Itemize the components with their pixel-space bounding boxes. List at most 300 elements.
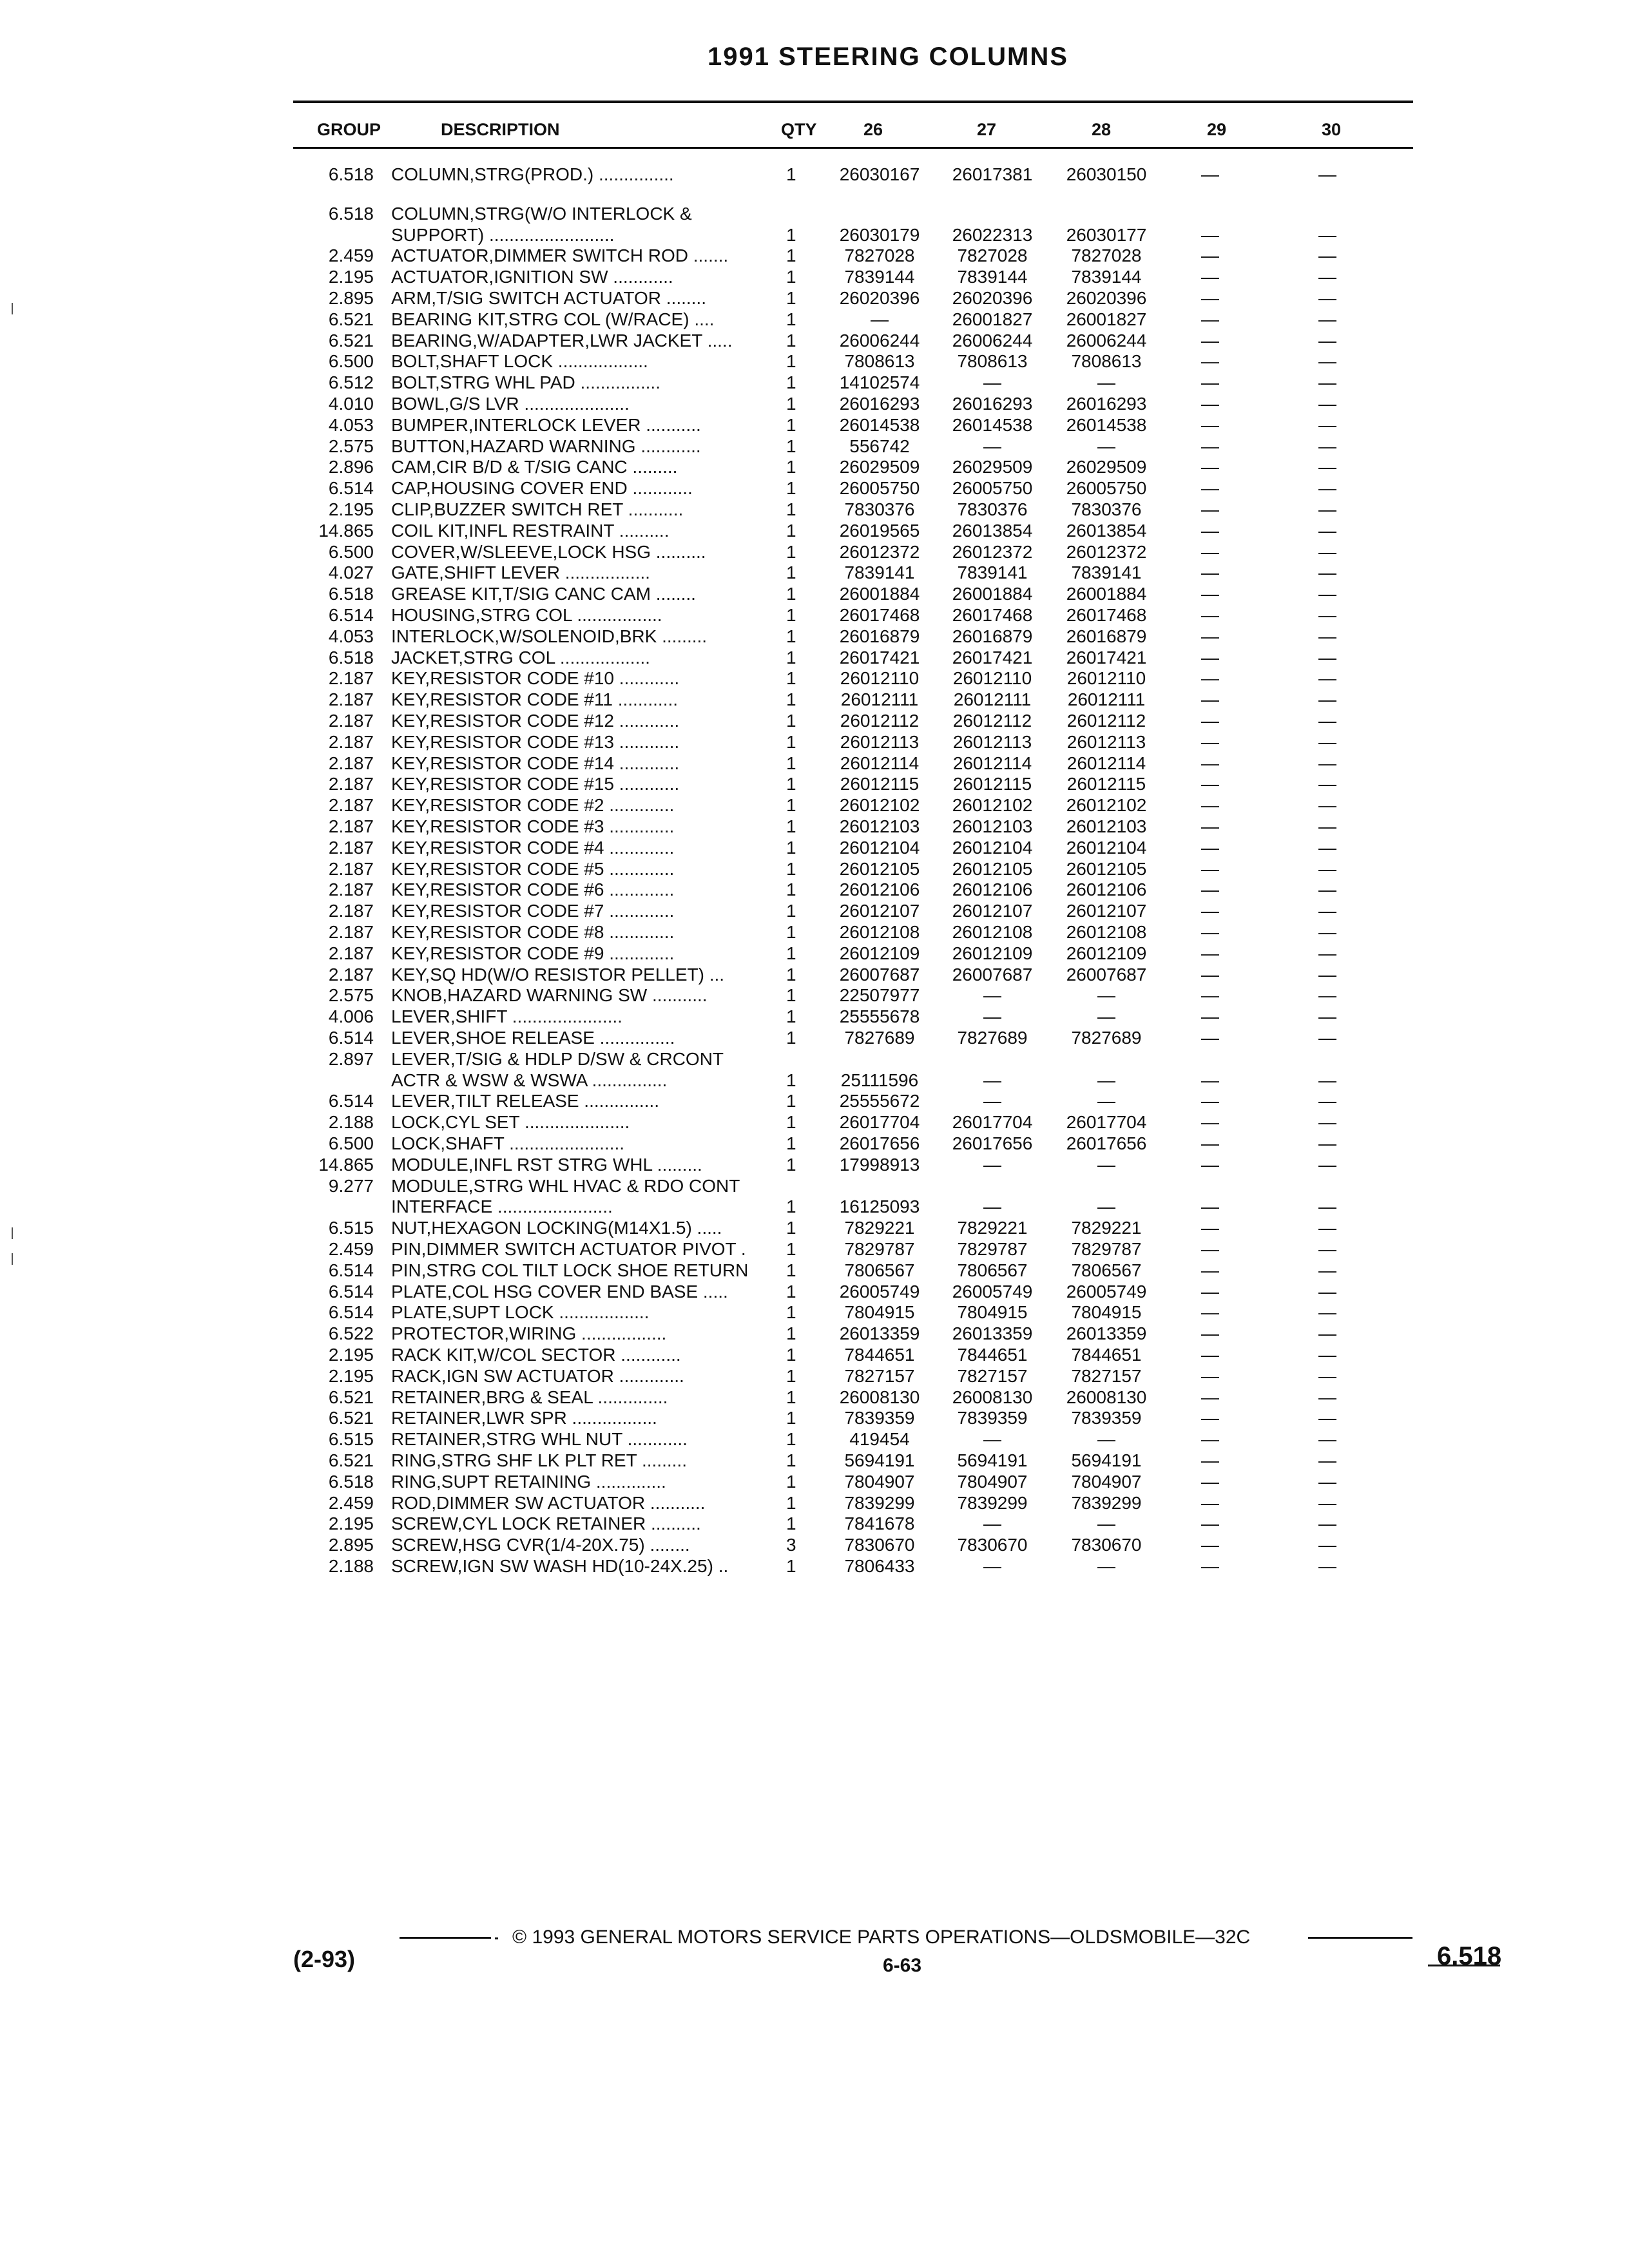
part-number-27: 26012105 — [952, 859, 1033, 879]
part-number-27: 26012108 — [952, 922, 1033, 942]
part-number-27: 26012110 — [952, 668, 1032, 688]
table-row — [0, 921, 1629, 943]
group-cell: 6.500 — [328, 1133, 374, 1153]
table-row — [0, 562, 1629, 583]
qty-cell: 1 — [786, 753, 796, 773]
qty-cell: 1 — [786, 626, 796, 646]
part-number-28: 7827028 — [1071, 245, 1142, 265]
part-number-30: — — [1318, 1070, 1336, 1090]
qty-cell: 1 — [786, 1556, 796, 1576]
description-cell: BOWL,G/S LVR ..................... — [391, 394, 630, 414]
table-row — [0, 1281, 1629, 1302]
header-col-30: 30 — [1322, 120, 1342, 139]
part-number-27: — — [983, 372, 1001, 392]
part-number-28: 26012102 — [1066, 795, 1147, 815]
table-row — [0, 393, 1629, 414]
part-number-30: — — [1318, 626, 1336, 646]
description-cell: NUT,HEXAGON LOCKING(M14X1.5) ..... — [391, 1218, 722, 1238]
part-number-28: — — [1097, 372, 1115, 392]
description-cell: ACTUATOR,IGNITION SW ............ — [391, 267, 673, 287]
group-cell: 2.895 — [328, 1535, 374, 1555]
part-number-29: — — [1201, 1155, 1219, 1175]
part-number-30: — — [1318, 499, 1336, 519]
part-number-30: — — [1318, 584, 1336, 604]
part-number-27: 26012103 — [952, 816, 1033, 836]
part-number-29: — — [1201, 457, 1219, 477]
part-number-28: 26012104 — [1066, 838, 1147, 858]
part-number-30: — — [1318, 164, 1336, 184]
part-number-29: — — [1201, 1366, 1219, 1386]
part-number-26: 7829787 — [844, 1239, 915, 1259]
qty-cell: 1 — [786, 245, 796, 265]
part-number-30: — — [1318, 965, 1336, 985]
part-number-26: 7839144 — [844, 267, 915, 287]
description-cell: ACTR & WSW & WSWA ............... — [391, 1070, 668, 1090]
part-number-29: — — [1201, 1450, 1219, 1470]
part-number-29: — — [1201, 1028, 1219, 1048]
part-number-27: 7830670 — [957, 1535, 1028, 1555]
part-number-30: — — [1318, 1535, 1336, 1555]
part-number-28: 7804915 — [1071, 1302, 1142, 1322]
group-cell: 2.195 — [328, 1345, 374, 1365]
part-number-26: 26017656 — [839, 1133, 920, 1153]
group-cell: 6.521 — [328, 1387, 374, 1407]
qty-cell: 1 — [786, 521, 796, 541]
part-number-29: — — [1201, 478, 1219, 498]
table-row — [0, 668, 1629, 689]
part-number-30: — — [1318, 879, 1336, 899]
table-row — [0, 943, 1629, 964]
description-cell: KEY,RESISTOR CODE #14 ............ — [391, 753, 680, 773]
table-row — [0, 731, 1629, 753]
part-number-28: 26020396 — [1066, 288, 1147, 308]
part-number-27: 26012112 — [952, 711, 1032, 731]
table-row — [0, 1217, 1629, 1238]
table-row — [0, 477, 1629, 499]
group-cell: 2.187 — [328, 711, 374, 731]
part-number-29: — — [1201, 648, 1219, 668]
part-number-26: 26012114 — [840, 753, 920, 773]
part-number-27: 26012106 — [952, 879, 1033, 899]
qty-cell: 1 — [786, 542, 796, 562]
part-number-26: 7839141 — [844, 562, 915, 582]
qty-cell: 1 — [786, 309, 796, 329]
group-cell: 6.512 — [328, 372, 374, 392]
header-group: GROUP — [317, 120, 381, 139]
part-number-27: 7839359 — [957, 1408, 1028, 1428]
part-number-28: 26030150 — [1066, 164, 1147, 184]
table-row — [0, 773, 1629, 794]
part-number-26: 26017468 — [839, 605, 920, 625]
group-cell: 6.521 — [328, 331, 374, 351]
description-cell: KEY,RESISTOR CODE #3 ............. — [391, 816, 675, 836]
description-cell: COVER,W/SLEEVE,LOCK HSG .......... — [391, 542, 706, 562]
part-number-27: 26005749 — [952, 1282, 1033, 1302]
part-number-26: 26016293 — [839, 394, 920, 414]
part-number-28: 26012106 — [1066, 879, 1147, 899]
part-number-30: — — [1318, 1556, 1336, 1576]
part-number-30: — — [1318, 394, 1336, 414]
part-number-29: — — [1201, 774, 1219, 794]
part-number-30: — — [1318, 1218, 1336, 1238]
qty-cell: 1 — [786, 478, 796, 498]
qty-cell: 1 — [786, 372, 796, 392]
description-cell: INTERLOCK,W/SOLENOID,BRK ......... — [391, 626, 708, 646]
description-cell: KEY,RESISTOR CODE #15 ............ — [391, 774, 680, 794]
part-number-28: 7844651 — [1071, 1345, 1142, 1365]
description-cell: KEY,RESISTOR CODE #4 ............. — [391, 838, 675, 858]
table-row — [0, 1471, 1629, 1492]
table-row — [0, 541, 1629, 562]
description-cell: RING,SUPT RETAINING .............. — [391, 1472, 666, 1492]
part-number-30: — — [1318, 1302, 1336, 1322]
part-number-27: 7829787 — [957, 1239, 1028, 1259]
part-number-27: — — [983, 985, 1001, 1005]
part-number-27: 26020396 — [952, 288, 1033, 308]
part-number-26: 26001884 — [839, 584, 920, 604]
description-cell: MODULE,INFL RST STRG WHL ......... — [391, 1155, 702, 1175]
qty-cell: 1 — [786, 1196, 796, 1216]
table-row — [0, 1260, 1629, 1281]
qty-cell: 1 — [786, 1387, 796, 1407]
part-number-30: — — [1318, 351, 1336, 371]
part-number-26: 7806567 — [844, 1260, 915, 1280]
part-number-29: — — [1201, 372, 1219, 392]
description-cell: SCREW,HSG CVR(1/4-20X.75) ........ — [391, 1535, 690, 1555]
qty-cell: 1 — [786, 1133, 796, 1153]
part-number-28: 7806567 — [1071, 1260, 1142, 1280]
table-row — [0, 436, 1629, 457]
part-number-27: 7844651 — [957, 1345, 1028, 1365]
part-number-29: — — [1201, 816, 1219, 836]
part-number-30: — — [1318, 1260, 1336, 1280]
part-number-28: — — [1097, 985, 1115, 1005]
table-row — [0, 710, 1629, 731]
qty-cell: 1 — [786, 1408, 796, 1428]
part-number-30: — — [1318, 1366, 1336, 1386]
part-number-26: 26012102 — [839, 795, 920, 815]
qty-cell: 1 — [786, 1302, 796, 1322]
group-cell: 2.187 — [328, 965, 374, 985]
part-number-27: 7829221 — [957, 1218, 1028, 1238]
group-cell: 6.521 — [328, 1450, 374, 1470]
group-cell: 2.187 — [328, 943, 374, 963]
part-number-28: 26012111 — [1067, 689, 1146, 709]
part-number-30: — — [1318, 1112, 1336, 1132]
description-cell: LOCK,CYL SET ..................... — [391, 1112, 630, 1132]
part-number-29: — — [1201, 1345, 1219, 1365]
margin-mark — [12, 303, 13, 314]
part-number-27: 26012372 — [952, 542, 1033, 562]
part-number-30: — — [1318, 689, 1336, 709]
qty-cell: 1 — [786, 457, 796, 477]
part-number-29: — — [1201, 1387, 1219, 1407]
group-cell: 6.514 — [328, 478, 374, 498]
group-cell: 2.187 — [328, 922, 374, 942]
part-number-27: 7804915 — [957, 1302, 1028, 1322]
group-cell: 6.521 — [328, 1408, 374, 1428]
group-cell: 4.053 — [328, 415, 374, 435]
description-cell: BEARING,W/ADAPTER,LWR JACKET ..... — [391, 331, 733, 351]
description-cell: GREASE KIT,T/SIG CANC CAM ........ — [391, 584, 696, 604]
part-number-30: — — [1318, 901, 1336, 921]
part-number-29: — — [1201, 1196, 1219, 1216]
qty-cell: 1 — [786, 711, 796, 731]
part-number-27: 26013854 — [952, 521, 1033, 541]
part-number-26: 26012112 — [840, 711, 920, 731]
qty-cell: 1 — [786, 689, 796, 709]
table-row — [0, 1238, 1629, 1260]
part-number-29: — — [1201, 795, 1219, 815]
table-row — [0, 456, 1629, 477]
qty-cell: 1 — [786, 774, 796, 794]
part-number-26: 26012103 — [839, 816, 920, 836]
table-row — [0, 266, 1629, 287]
part-number-29: — — [1201, 943, 1219, 963]
group-cell: 2.187 — [328, 689, 374, 709]
footer-date-code: (2-93) — [293, 1946, 356, 1972]
part-number-30: — — [1318, 1450, 1336, 1470]
part-number-27: — — [983, 1155, 1001, 1175]
description-cell: PLATE,COL HSG COVER END BASE ..... — [391, 1282, 728, 1302]
table-row — [0, 1048, 1629, 1070]
group-cell: 2.459 — [328, 1493, 374, 1513]
part-number-30: — — [1318, 859, 1336, 879]
description-cell: BOLT,STRG WHL PAD ................ — [391, 372, 660, 392]
header-col-27: 27 — [977, 120, 997, 139]
description-cell: KEY,RESISTOR CODE #10 ............ — [391, 668, 680, 688]
qty-cell: 1 — [786, 1493, 796, 1513]
part-number-30: — — [1318, 1387, 1336, 1407]
part-number-29: — — [1201, 1006, 1219, 1026]
part-number-30: — — [1318, 1196, 1336, 1216]
part-number-29: — — [1201, 415, 1219, 435]
part-number-28: 26017421 — [1066, 648, 1147, 668]
header-description: DESCRIPTION — [441, 120, 560, 139]
part-number-29: — — [1201, 351, 1219, 371]
description-cell: LEVER,T/SIG & HDLP D/SW & CRCONT — [391, 1049, 724, 1069]
group-cell: 9.277 — [328, 1176, 374, 1196]
description-cell: RACK KIT,W/COL SECTOR ............ — [391, 1345, 681, 1365]
part-number-28: 7839144 — [1071, 267, 1142, 287]
part-number-29: — — [1201, 267, 1219, 287]
description-cell: SCREW,CYL LOCK RETAINER .......... — [391, 1514, 701, 1533]
part-number-29: — — [1201, 1133, 1219, 1153]
group-cell: 6.518 — [328, 204, 374, 224]
part-number-28: 5694191 — [1071, 1450, 1142, 1470]
qty-cell: 1 — [786, 648, 796, 668]
group-cell: 2.187 — [328, 879, 374, 899]
part-number-29: — — [1201, 1218, 1219, 1238]
qty-cell: 1 — [786, 499, 796, 519]
part-number-26: 7806433 — [844, 1556, 915, 1576]
table-row — [0, 879, 1629, 900]
part-number-27: 7839141 — [957, 562, 1028, 582]
part-number-27: 26006244 — [952, 331, 1033, 351]
group-cell: 2.187 — [328, 859, 374, 879]
part-number-30: — — [1318, 1323, 1336, 1343]
part-number-28: 7839141 — [1071, 562, 1142, 582]
table-row — [0, 794, 1629, 816]
footer-left-rule — [495, 1937, 498, 1939]
part-number-28: 26016879 — [1066, 626, 1147, 646]
part-number-30: — — [1318, 732, 1336, 752]
part-number-30: — — [1318, 288, 1336, 308]
part-number-28: 26012107 — [1066, 901, 1147, 921]
part-number-26: 14102574 — [839, 372, 920, 392]
qty-cell: 1 — [786, 901, 796, 921]
part-number-30: — — [1318, 774, 1336, 794]
table-row — [0, 1492, 1629, 1514]
part-number-29: — — [1201, 1493, 1219, 1513]
part-number-26: 7839299 — [844, 1493, 915, 1513]
part-number-28: 26017656 — [1066, 1133, 1147, 1153]
part-number-26: 7804907 — [844, 1472, 915, 1492]
part-number-29: — — [1201, 879, 1219, 899]
part-number-27: 7827689 — [957, 1028, 1028, 1048]
table-row — [0, 604, 1629, 626]
part-number-30: — — [1318, 1429, 1336, 1449]
qty-cell: 1 — [786, 1472, 796, 1492]
part-number-27: 26012113 — [952, 732, 1032, 752]
part-number-27: 26017381 — [952, 164, 1033, 184]
description-cell: KEY,RESISTOR CODE #7 ............. — [391, 901, 675, 921]
part-number-27: 26022313 — [952, 225, 1033, 245]
part-number-30: — — [1318, 1472, 1336, 1492]
group-cell: 14.865 — [318, 1155, 374, 1175]
part-number-30: — — [1318, 457, 1336, 477]
qty-cell: 1 — [786, 1450, 796, 1470]
part-number-27: 26017421 — [952, 648, 1033, 668]
description-cell: KEY,RESISTOR CODE #13 ............ — [391, 732, 680, 752]
margin-mark — [12, 1253, 13, 1265]
part-number-26: 26017421 — [839, 648, 920, 668]
header-col-26: 26 — [863, 120, 883, 139]
part-number-30: — — [1318, 478, 1336, 498]
group-cell: 6.518 — [328, 164, 374, 184]
part-number-29: — — [1201, 838, 1219, 858]
group-cell: 2.187 — [328, 795, 374, 815]
part-number-30: — — [1318, 245, 1336, 265]
part-number-29: — — [1201, 985, 1219, 1005]
part-number-28: 26012115 — [1066, 774, 1146, 794]
qty-cell: 1 — [786, 922, 796, 942]
part-number-28: 7804907 — [1071, 1472, 1142, 1492]
qty-cell: 1 — [786, 1028, 796, 1048]
table-row — [0, 1175, 1629, 1196]
part-number-28: — — [1097, 1070, 1115, 1090]
part-number-27: 26012109 — [952, 943, 1033, 963]
qty-cell: 1 — [786, 394, 796, 414]
part-number-28: — — [1097, 436, 1115, 456]
qty-cell: 1 — [786, 1323, 796, 1343]
table-row — [0, 1133, 1629, 1154]
part-number-29: — — [1201, 732, 1219, 752]
group-cell: 2.187 — [328, 774, 374, 794]
part-number-27: 26017656 — [952, 1133, 1033, 1153]
part-number-28: — — [1097, 1196, 1115, 1216]
description-cell: RETAINER,LWR SPR ................. — [391, 1408, 657, 1428]
group-cell: 6.514 — [328, 1302, 374, 1322]
part-number-29: — — [1201, 711, 1219, 731]
description-cell: KEY,RESISTOR CODE #9 ............. — [391, 943, 675, 963]
part-number-27: 26029509 — [952, 457, 1033, 477]
part-number-28: 26016293 — [1066, 394, 1147, 414]
group-cell: 6.500 — [328, 542, 374, 562]
table-row — [0, 1450, 1629, 1471]
table-row — [0, 1428, 1629, 1450]
group-cell: 6.514 — [328, 605, 374, 625]
table-row — [0, 816, 1629, 837]
description-cell: KEY,RESISTOR CODE #12 ............ — [391, 711, 680, 731]
table-row — [0, 1302, 1629, 1323]
part-number-30: — — [1318, 1282, 1336, 1302]
group-cell: 4.006 — [328, 1006, 374, 1026]
qty-cell: 1 — [786, 1218, 796, 1238]
part-number-29: — — [1201, 753, 1219, 773]
part-number-30: — — [1318, 1514, 1336, 1533]
footer-section-number: 6.518 — [1437, 1942, 1502, 1970]
group-cell: 2.897 — [328, 1049, 374, 1069]
group-cell: 6.518 — [328, 584, 374, 604]
qty-cell: 1 — [786, 164, 796, 184]
qty-cell: 1 — [786, 1282, 796, 1302]
table-row — [0, 900, 1629, 921]
part-number-27: — — [983, 1556, 1001, 1576]
part-number-30: — — [1318, 562, 1336, 582]
part-number-30: — — [1318, 1155, 1336, 1175]
table-row — [0, 837, 1629, 858]
part-number-27: 7806567 — [957, 1260, 1028, 1280]
group-cell: 2.187 — [328, 838, 374, 858]
part-number-27: 26012104 — [952, 838, 1033, 858]
part-number-27: — — [983, 1429, 1001, 1449]
part-number-30: — — [1318, 436, 1336, 456]
table-row — [0, 1196, 1629, 1217]
part-number-28: 26013854 — [1066, 521, 1147, 541]
part-number-28: 26001884 — [1066, 584, 1147, 604]
part-number-29: — — [1201, 689, 1219, 709]
description-cell: LOCK,SHAFT ....................... — [391, 1133, 625, 1153]
part-number-27: 26008130 — [952, 1387, 1033, 1407]
part-number-27: 26012114 — [952, 753, 1032, 773]
part-number-26: 7827028 — [844, 245, 915, 265]
part-number-28: 26012114 — [1066, 753, 1146, 773]
part-number-30: — — [1318, 922, 1336, 942]
part-number-30: — — [1318, 605, 1336, 625]
part-number-30: — — [1318, 1091, 1336, 1111]
table-row — [0, 964, 1629, 985]
part-number-26: 26029509 — [839, 457, 920, 477]
part-number-30: — — [1318, 309, 1336, 329]
part-number-26: 26005750 — [839, 478, 920, 498]
table-row — [0, 499, 1629, 520]
part-number-29: — — [1201, 309, 1219, 329]
part-number-29: — — [1201, 331, 1219, 351]
group-cell: 14.865 — [318, 521, 374, 541]
part-number-30: — — [1318, 711, 1336, 731]
group-cell: 2.195 — [328, 267, 374, 287]
description-cell: KEY,RESISTOR CODE #2 ............. — [391, 795, 675, 815]
footer-rule-right — [1308, 1937, 1412, 1939]
part-number-27: 7839299 — [957, 1493, 1028, 1513]
header-col-28: 28 — [1092, 120, 1112, 139]
part-number-28: — — [1097, 1091, 1115, 1111]
part-number-27: 26012115 — [952, 774, 1032, 794]
group-cell: 6.514 — [328, 1091, 374, 1111]
description-cell: COLUMN,STRG(PROD.) ............... — [391, 164, 674, 184]
table-row — [0, 1344, 1629, 1365]
